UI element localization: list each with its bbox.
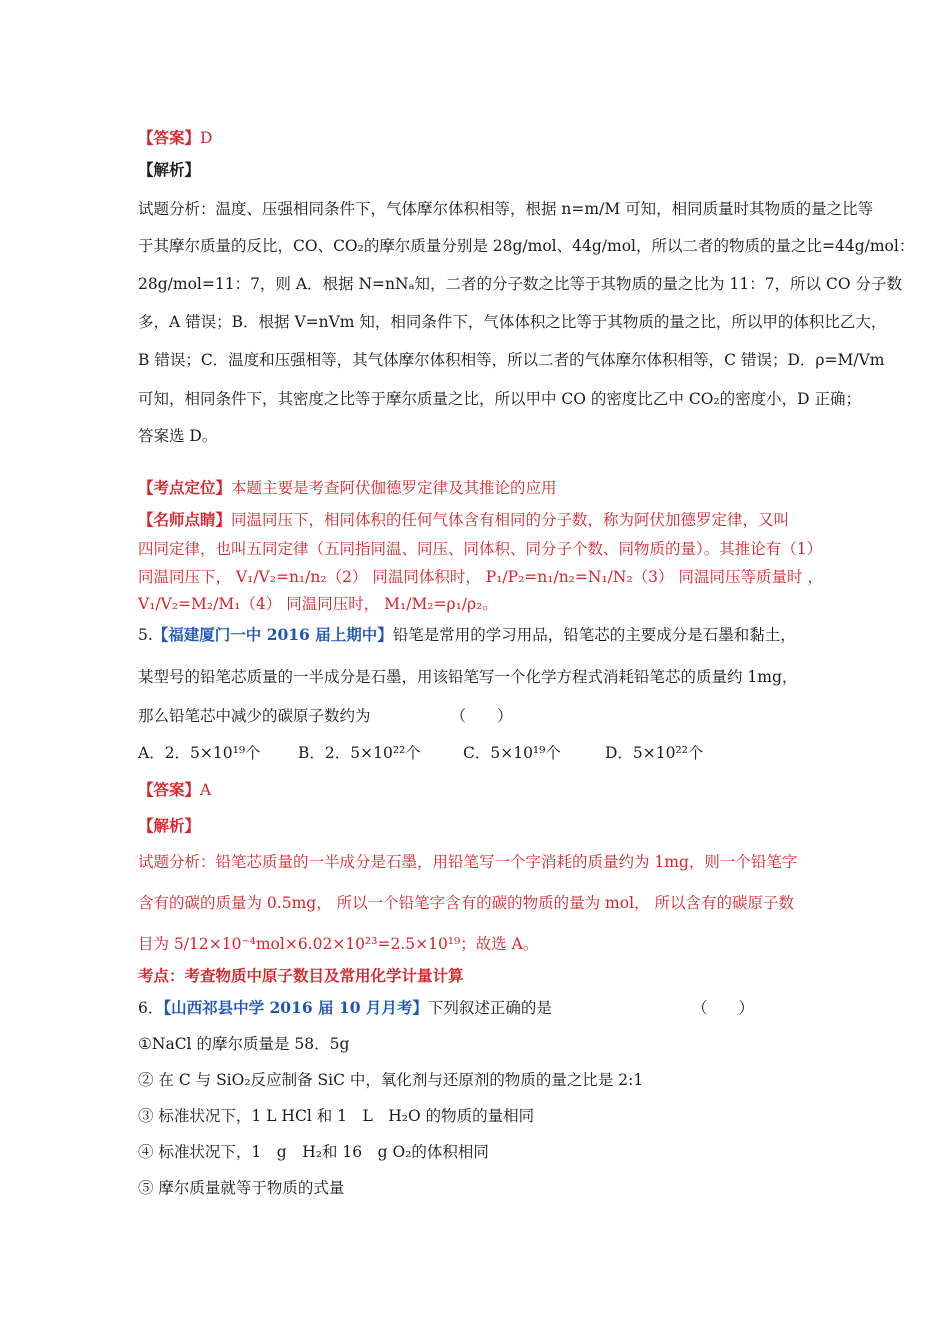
q6-item-5: ⑤ 摩尔质量就等于物质的式量 xyxy=(138,1179,345,1197)
q5-analysis-label: 【解析】 xyxy=(138,816,201,835)
analysis-label: 【解析】 xyxy=(138,160,201,179)
q5-answer-line xyxy=(138,780,211,800)
q6-stem: 下列叙述正确的是 xyxy=(427,999,552,1017)
q4-analysis-line-7: 答案选 D。 xyxy=(138,427,218,445)
q5-number: 5. xyxy=(138,626,153,644)
q5-analysis-line-2: 含有的碳的质量为 0.5mg， 所以一个铅笔字含有的碳的物质的量为 mol， 所以含有的碳原子数 xyxy=(138,894,794,912)
q5-option-a: A．2．5×10¹⁹个 xyxy=(138,744,261,762)
q6-source: 【山西祁县中学 2016 届 10 月月考】 xyxy=(163,998,428,1017)
q5-stem-line-2: 某型号的铅笔芯质量的一半成分是石墨，用该铅笔写一个化学方程式消耗铅笔芯的质量约 1mg， xyxy=(138,668,798,686)
q5-source: 【福建厦门一中 2016 届上期中】 xyxy=(152,625,393,644)
q5-stem-1: 铅笔是常用的学习用品，铅笔芯的主要成分是石墨和黏土， xyxy=(392,626,796,644)
q5-option-d: D．5×10²²个 xyxy=(605,744,704,762)
q5-option-c: C．5×10¹⁹个 xyxy=(463,744,561,762)
q6-item-2: ② 在 C 与 SiO₂反应制备 SiC 中，氧化剂与还原剂的物质的量之比是 2:1 xyxy=(138,1071,644,1089)
q5-analysis-line-1: 试题分析：铅笔芯质量的一半成分是石墨，用铅笔写一个字消耗的质量约为 1mg，则一个铅笔字 xyxy=(138,853,798,871)
mingshi-line-2: 四同定律，也叫五同定律（五同指同温、同压、同体积、同分子个数、同物质的量）。其推论有（1） xyxy=(138,540,823,558)
q5-options xyxy=(138,743,703,763)
q4-analysis-line-4: 多，A 错误；B．根据 V=nVm 知，相同条件下，气体体积之比等于其物质的量之比，所以甲的体积比乙大， xyxy=(138,313,887,331)
q4-analysis-line-6: 可知，相同条件下，其密度之比等于摩尔质量之比，所以甲中 CO 的密度比乙中 CO₂的密度小，D 正确； xyxy=(138,390,861,408)
q5-answer-label: 【答案】 xyxy=(138,780,201,799)
q5-answer-value: A xyxy=(200,781,212,799)
q6-item-3: ③ 标准状况下，1 L HCl 和 1 L H₂O 的物质的量相同 xyxy=(138,1107,535,1125)
answer-label: 【答案】 xyxy=(138,128,201,147)
answer-value: D xyxy=(200,129,213,147)
q4-answer-line xyxy=(138,128,212,148)
mingshi-label: 【名师点睛】 xyxy=(138,510,232,529)
q6-item-1: ①NaCl 的摩尔质量是 58．5g xyxy=(138,1035,350,1053)
kaodian-text: 本题主要是考查阿伏伽德罗定律及其推论的应用 xyxy=(231,479,557,497)
mingshi-text-1: 同温同压下，相同体积的任何气体含有相同的分子数，称为阿伏加德罗定律，又叫 xyxy=(231,511,790,529)
q6-paren: （ ） xyxy=(691,999,754,1017)
q5-option-b: B．2．5×10²²个 xyxy=(298,744,421,762)
q6-number: 6． xyxy=(138,999,164,1017)
q6-item-4: ④ 标准状况下，1 g H₂和 16 g O₂的体积相同 xyxy=(138,1143,489,1161)
mingshi-line-3: 同温同压下， V₁/V₂=n₁/n₂（2） 同温同体积时， P₁/P₂=n₁/n₂=N₁/N₂（3） 同温同压等质量时 ， xyxy=(138,568,823,586)
q6-stem-line xyxy=(138,998,754,1018)
q5-stem-line-1 xyxy=(138,625,796,645)
kaodian-line xyxy=(138,478,557,498)
q4-analysis-line-5: B 错误；C．温度和压强相等，其气体摩尔体积相等，所以二者的气体摩尔体积相等，C 错误；D．ρ=M/Vm xyxy=(138,351,885,369)
q4-analysis-line-2: 于其摩尔质量的反比，CO、CO₂的摩尔质量分别是 28g/mol、44g/mol，所以二者的物质的量之比=44g/mol： xyxy=(138,237,915,255)
q5-paren: （ ） xyxy=(450,707,513,725)
q5-stem-line-3 xyxy=(138,706,513,726)
q5-stem-3: 那么铅笔芯中减少的碳原子数约为 xyxy=(138,707,371,725)
q4-analysis-line-1: 试题分析：温度、压强相同条件下，气体摩尔体积相等，根据 n=m/M 可知，相同质量时其物质的量之比等 xyxy=(138,200,874,218)
q4-analysis-line-3: 28g/mol=11：7，则 A．根据 N=nNₐ知，二者的分子数之比等于其物质的量之比为 11：7，所以 CO 分子数 xyxy=(138,275,902,293)
mingshi-line-4: V₁/V₂=M₂/M₁（4） 同温同压时， M₁/M₂=ρ₁/ρ₂。 xyxy=(138,595,498,613)
q5-analysis-line-3: 目为 5/12×10⁻⁴mol×6.02×10²³=2.5×10¹⁹；故选 A。 xyxy=(138,935,539,953)
mingshi-line-1 xyxy=(138,510,789,530)
q5-kaodian: 考点：考查物质中原子数目及常用化学计量计算 xyxy=(138,966,464,985)
kaodian-label: 【考点定位】 xyxy=(138,478,232,497)
